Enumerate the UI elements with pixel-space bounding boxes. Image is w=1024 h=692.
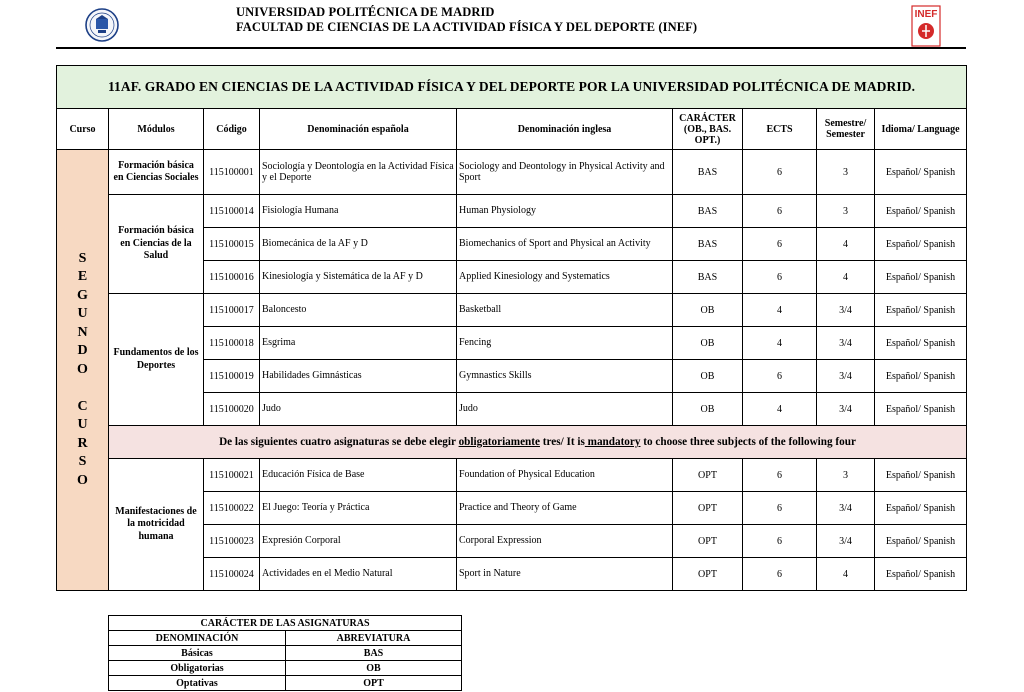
- ects-cell: 6: [743, 360, 817, 393]
- module-cell: Fundamentos de los Deportes: [109, 294, 204, 426]
- name-es-cell: Educación Física de Base: [260, 459, 457, 492]
- code-cell: 115100021: [204, 459, 260, 492]
- legend-abbr: BAS: [286, 646, 462, 661]
- name-es-cell: Expresión Corporal: [260, 525, 457, 558]
- table-title: 11AF. GRADO EN CIENCIAS DE LA ACTIVIDAD FÍSICA Y DEL DEPORTE POR LA UNIVERSIDAD POLITÉCNICA DE MADRID.: [57, 66, 967, 109]
- header-titles: [236, 5, 697, 35]
- language-cell: Español/ Spanish: [875, 195, 967, 228]
- caracter-cell: BAS: [673, 195, 743, 228]
- code-cell: 115100001: [204, 150, 260, 195]
- legend-row: [109, 676, 462, 691]
- ects-cell: 6: [743, 261, 817, 294]
- module-cell: Formación básica en Ciencias de la Salud: [109, 195, 204, 294]
- language-cell: Español/ Spanish: [875, 150, 967, 195]
- legend-name: Optativas: [109, 676, 286, 691]
- column-header-row: [57, 109, 967, 150]
- code-cell: 115100023: [204, 525, 260, 558]
- university-name: UNIVERSIDAD POLITÉCNICA DE MADRID: [236, 5, 495, 19]
- notice-row: [57, 426, 967, 459]
- caracter-cell: BAS: [673, 261, 743, 294]
- language-cell: Español/ Spanish: [875, 261, 967, 294]
- code-cell: 115100024: [204, 558, 260, 591]
- col-ects: ECTS: [743, 109, 817, 150]
- curso-label: S E G U N D O C U R S O: [57, 150, 109, 591]
- ects-cell: 6: [743, 150, 817, 195]
- col-modulos: Módulos: [109, 109, 204, 150]
- name-es-cell: Baloncesto: [260, 294, 457, 327]
- ects-cell: 4: [743, 393, 817, 426]
- caracter-cell: OB: [673, 393, 743, 426]
- ects-cell: 4: [743, 294, 817, 327]
- col-denom-en: Denominación inglesa: [457, 109, 673, 150]
- ects-cell: 6: [743, 525, 817, 558]
- module-cell: Manifestaciones de la motricidad humana: [109, 459, 204, 591]
- header-rule: [56, 47, 966, 49]
- elective-notice: De las siguientes cuatro asignaturas se debe elegir obligatoriamente tres/ It is mandatory to choose three subjects of the following four: [109, 426, 967, 459]
- semester-cell: 3/4: [817, 327, 875, 360]
- name-en-cell: Judo: [457, 393, 673, 426]
- table-row: [57, 195, 967, 228]
- curriculum-table: [56, 65, 967, 591]
- table-row: [57, 150, 967, 195]
- col-idioma: Idioma/ Language: [875, 109, 967, 150]
- language-cell: Español/ Spanish: [875, 294, 967, 327]
- name-es-cell: Biomecánica de la AF y D: [260, 228, 457, 261]
- semester-cell: 3/4: [817, 393, 875, 426]
- name-es-cell: Judo: [260, 393, 457, 426]
- legend-abbr: OB: [286, 661, 462, 676]
- name-es-cell: Sociología y Deontología en la Actividad Física y el Deporte: [260, 150, 457, 195]
- semester-cell: 4: [817, 558, 875, 591]
- language-cell: Español/ Spanish: [875, 360, 967, 393]
- caracter-cell: OB: [673, 360, 743, 393]
- ects-cell: 4: [743, 327, 817, 360]
- semester-cell: 4: [817, 228, 875, 261]
- col-denom-es: Denominación española: [260, 109, 457, 150]
- faculty-name: FACULTAD DE CIENCIAS DE LA ACTIVIDAD FÍSICA Y DEL DEPORTE (INEF): [236, 20, 698, 34]
- inef-logo-icon: [910, 4, 942, 48]
- table-row: [57, 459, 967, 492]
- code-cell: 115100020: [204, 393, 260, 426]
- legend-row: [109, 661, 462, 676]
- name-es-cell: Habilidades Gimnásticas: [260, 360, 457, 393]
- language-cell: Español/ Spanish: [875, 525, 967, 558]
- caracter-cell: BAS: [673, 150, 743, 195]
- legend-row: [109, 646, 462, 661]
- semester-cell: 3/4: [817, 525, 875, 558]
- name-en-cell: Fencing: [457, 327, 673, 360]
- code-cell: 115100014: [204, 195, 260, 228]
- table-row: [57, 294, 967, 327]
- language-cell: Español/ Spanish: [875, 459, 967, 492]
- semester-cell: 3/4: [817, 294, 875, 327]
- col-curso: Curso: [57, 109, 109, 150]
- semester-cell: 3/4: [817, 360, 875, 393]
- caracter-cell: OPT: [673, 525, 743, 558]
- semester-cell: 4: [817, 261, 875, 294]
- semester-cell: 3: [817, 195, 875, 228]
- caracter-cell: OPT: [673, 558, 743, 591]
- caracter-cell: OB: [673, 327, 743, 360]
- code-cell: 115100015: [204, 228, 260, 261]
- name-es-cell: El Juego: Teoría y Práctica: [260, 492, 457, 525]
- caracter-cell: BAS: [673, 228, 743, 261]
- legend-col-abbr: ABREVIATURA: [286, 631, 462, 646]
- language-cell: Español/ Spanish: [875, 558, 967, 591]
- name-es-cell: Fisiología Humana: [260, 195, 457, 228]
- ects-cell: 6: [743, 492, 817, 525]
- caracter-cell: OPT: [673, 492, 743, 525]
- page-header: [0, 0, 1024, 52]
- module-cell: Formación básica en Ciencias Sociales: [109, 150, 204, 195]
- name-en-cell: Human Physiology: [457, 195, 673, 228]
- caracter-cell: OB: [673, 294, 743, 327]
- ects-cell: 6: [743, 558, 817, 591]
- col-caracter: CARÁCTER (OB., BAS. OPT.): [673, 109, 743, 150]
- ects-cell: 6: [743, 459, 817, 492]
- ects-cell: 6: [743, 195, 817, 228]
- legend-abbr: OPT: [286, 676, 462, 691]
- name-en-cell: Applied Kinesiology and Systematics: [457, 261, 673, 294]
- name-en-cell: Basketball: [457, 294, 673, 327]
- name-en-cell: Corporal Expression: [457, 525, 673, 558]
- name-en-cell: Sociology and Deontology in Physical Activity and Sport: [457, 150, 673, 195]
- col-codigo: Código: [204, 109, 260, 150]
- ects-cell: 6: [743, 228, 817, 261]
- code-cell: 115100022: [204, 492, 260, 525]
- legend-col-name: DENOMINACIÓN: [109, 631, 286, 646]
- semester-cell: 3: [817, 150, 875, 195]
- legend-name: Obligatorias: [109, 661, 286, 676]
- language-cell: Español/ Spanish: [875, 327, 967, 360]
- legend-title: CARÁCTER DE LAS ASIGNATURAS: [109, 616, 462, 631]
- language-cell: Español/ Spanish: [875, 228, 967, 261]
- code-cell: 115100017: [204, 294, 260, 327]
- notice-underline-2: mandatory: [584, 436, 641, 448]
- caracter-cell: OPT: [673, 459, 743, 492]
- code-cell: 115100016: [204, 261, 260, 294]
- inef-logo-text: INEF: [914, 9, 938, 20]
- language-cell: Español/ Spanish: [875, 492, 967, 525]
- code-cell: 115100018: [204, 327, 260, 360]
- language-cell: Español/ Spanish: [875, 393, 967, 426]
- name-en-cell: Sport in Nature: [457, 558, 673, 591]
- name-en-cell: Gymnastics Skills: [457, 360, 673, 393]
- name-es-cell: Kinesiología y Sistemática de la AF y D: [260, 261, 457, 294]
- upm-seal-icon: [84, 6, 120, 44]
- semester-cell: 3/4: [817, 492, 875, 525]
- col-semestre: Semestre/ Semester: [817, 109, 875, 150]
- notice-underline-1: obligatoriamente: [458, 436, 540, 448]
- name-en-cell: Practice and Theory of Game: [457, 492, 673, 525]
- code-cell: 115100019: [204, 360, 260, 393]
- name-es-cell: Actividades en el Medio Natural: [260, 558, 457, 591]
- semester-cell: 3: [817, 459, 875, 492]
- name-en-cell: Biomechanics of Sport and Physical an Activity: [457, 228, 673, 261]
- name-es-cell: Esgrima: [260, 327, 457, 360]
- legend-name: Básicas: [109, 646, 286, 661]
- name-en-cell: Foundation of Physical Education: [457, 459, 673, 492]
- legend-table: [108, 615, 462, 691]
